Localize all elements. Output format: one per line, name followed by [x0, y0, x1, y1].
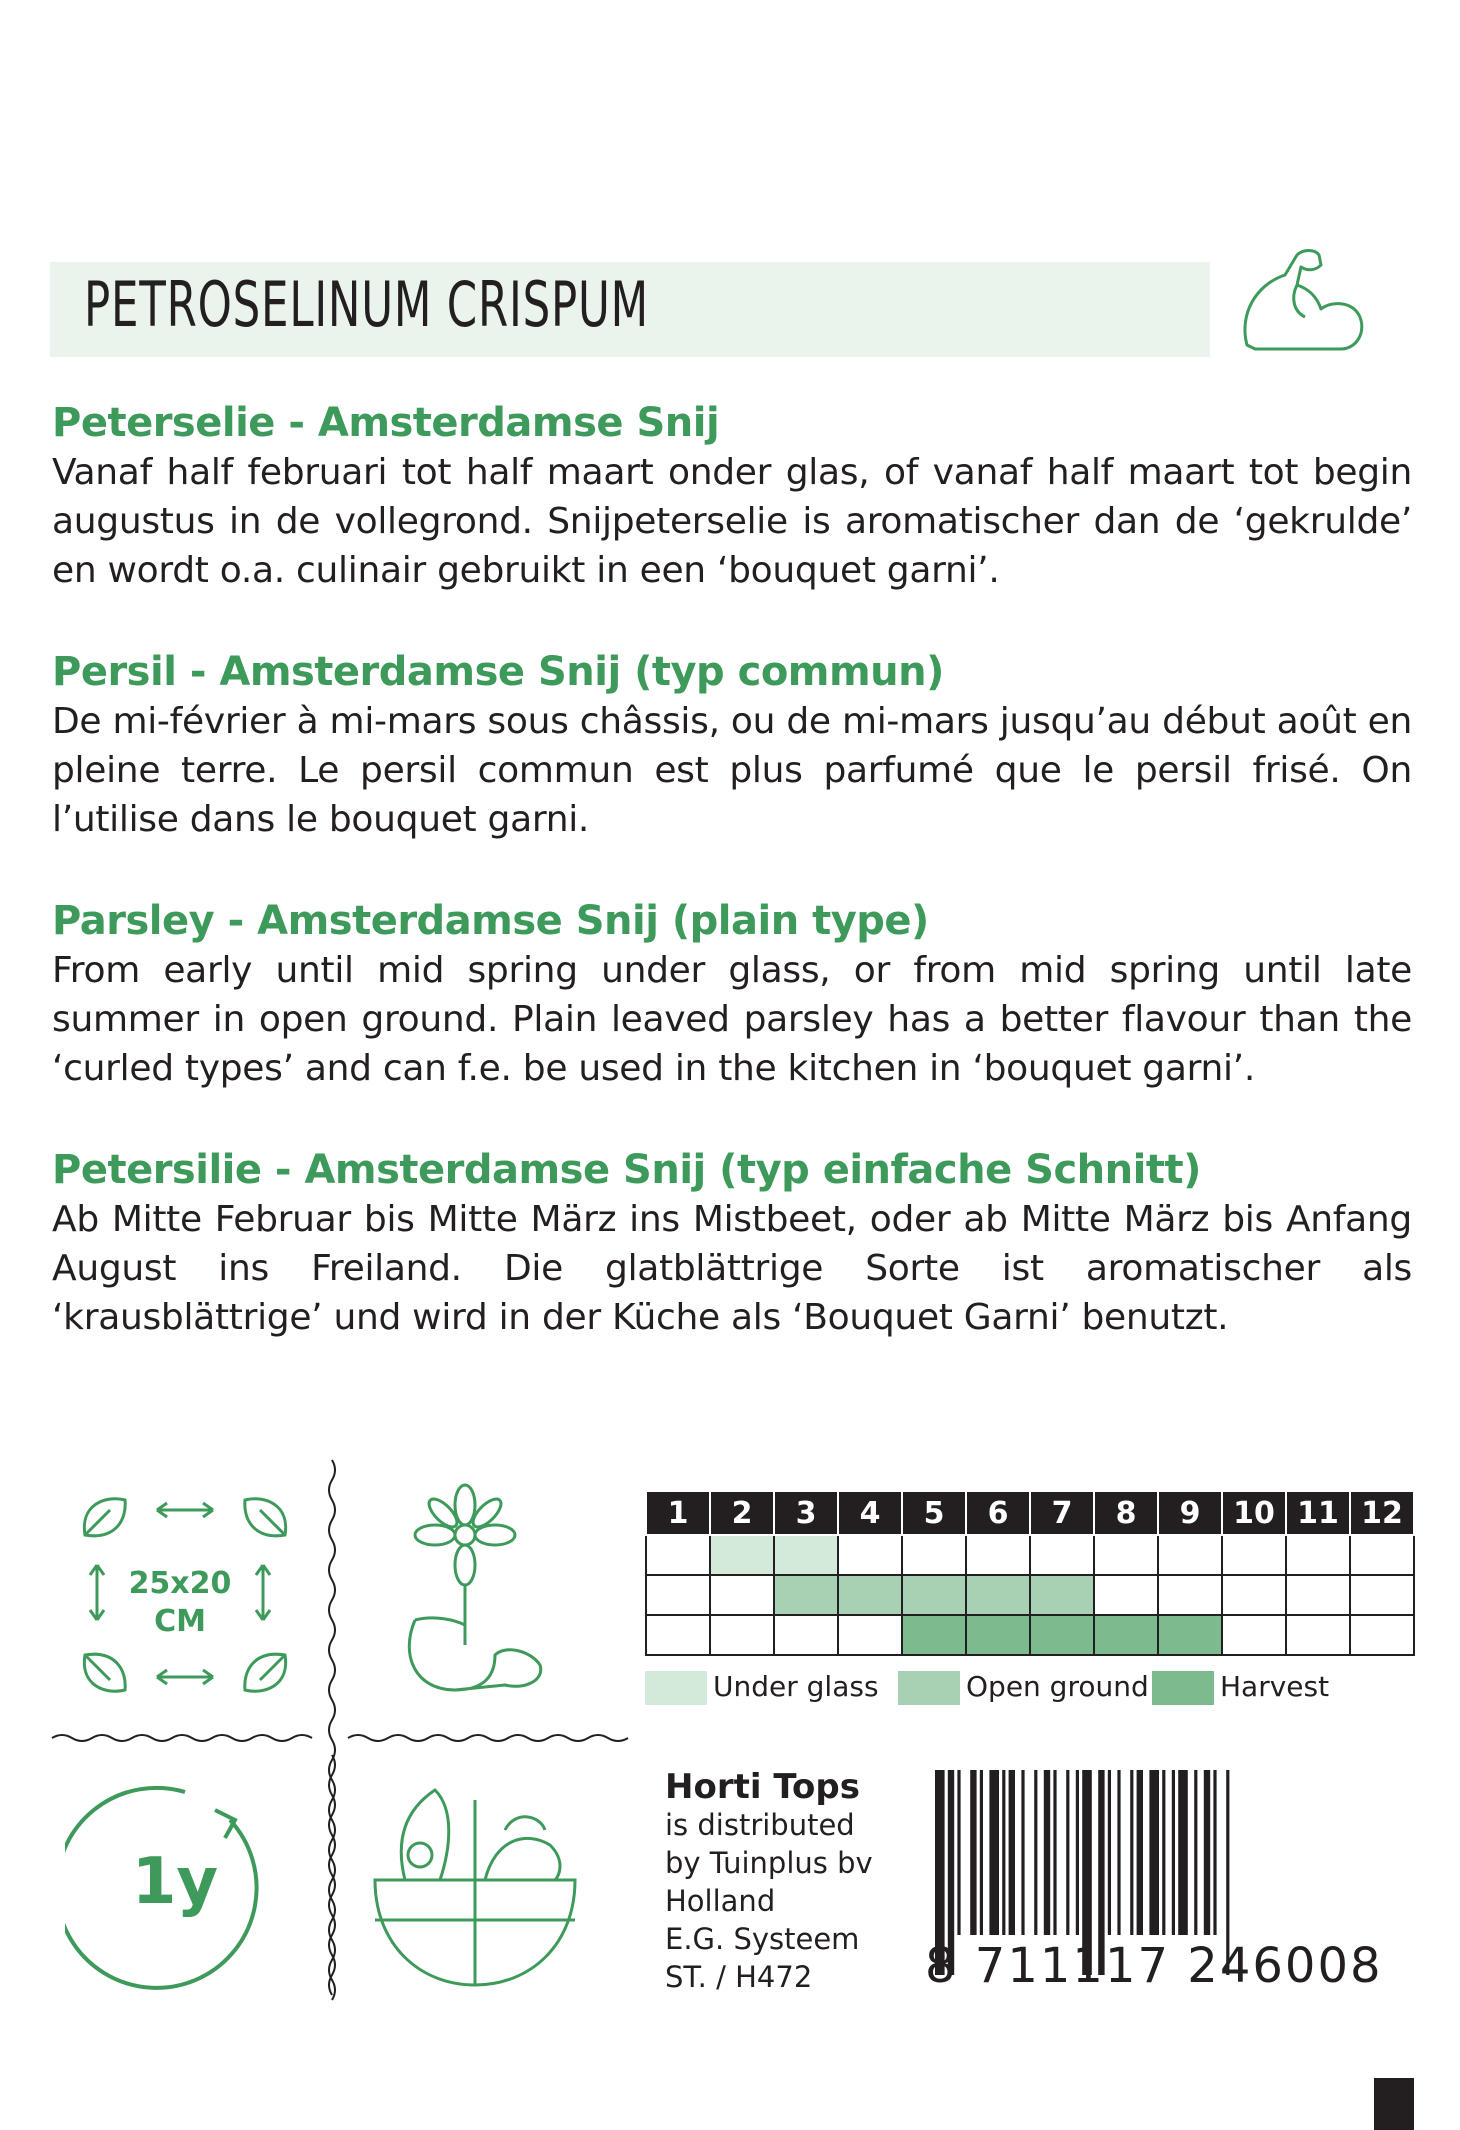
calendar-cell [1158, 1575, 1222, 1615]
month-header: 7 [1030, 1491, 1094, 1535]
calendar-cell [1222, 1575, 1286, 1615]
barcode-bar [1149, 1770, 1159, 1935]
distributor-line: is distributed [665, 1808, 855, 1842]
legend-label: Under glass [713, 1670, 879, 1703]
barcode-bar [1009, 1770, 1015, 1935]
month-header: 12 [1350, 1491, 1414, 1535]
lifecycle-label: 1y [131, 1845, 219, 1919]
month-header: 10 [1222, 1491, 1286, 1535]
barcode-bar [1053, 1770, 1056, 1935]
distributor-line: ST. / H472 [665, 1960, 813, 1994]
section-text: From early until mid spring under glass, or from mid spring until late summer in open ground. Plain leaved parsley has a better flavour than the ‘curled types’ and can f.e. be used in the kitchen in ‘bouquet garni’. [52, 950, 1412, 1089]
spacing-unit: CM [154, 1604, 206, 1639]
calendar-cell [710, 1575, 774, 1615]
section-title: Persil - Amsterdamse Snij (typ commun) [52, 649, 944, 695]
barcode-bar [1130, 1770, 1133, 1935]
section-title: Petersilie - Amsterdamse Snij (typ einfache Schnitt) [52, 1147, 1201, 1193]
month-header: 11 [1286, 1491, 1350, 1535]
barcode-digits: 8 711117 246008 [925, 1938, 1383, 1994]
plant-flower-icon [395, 1475, 555, 1705]
calendar-cell [774, 1615, 838, 1655]
calendar-cell [646, 1575, 710, 1615]
calendar-cell [1030, 1535, 1094, 1575]
calendar-cell [1350, 1615, 1414, 1655]
month-header: 8 [1094, 1491, 1158, 1535]
calendar-cell [1094, 1615, 1158, 1655]
section-text: De mi-février à mi-mars sous châssis, ou de mi-mars jusqu’au début août en pleine terre. Le persil commun est plus parfumé que le persil frisé. On l’utilise dans le bouquet garni. [52, 701, 1412, 840]
vegetable-bowl-icon [365, 1770, 585, 2000]
calendar-cell [838, 1575, 902, 1615]
distributor-line: Holland [665, 1884, 776, 1918]
calendar-cell [1158, 1615, 1222, 1655]
spacing-value: 25x20 [128, 1566, 232, 1601]
calendar-cell [1030, 1575, 1094, 1615]
calendar-cell [1222, 1535, 1286, 1575]
calendar-cell [774, 1535, 838, 1575]
barcode-bar [1044, 1770, 1050, 1935]
distributor-line: E.G. Systeem [665, 1922, 860, 1956]
calendar-cell [710, 1615, 774, 1655]
month-header: 6 [966, 1491, 1030, 1535]
barcode-bar [1076, 1770, 1079, 1935]
legend-open-ground [898, 1670, 1149, 1705]
barcode-bar [1162, 1770, 1165, 1935]
section-title: Peterselie - Amsterdamse Snij [52, 400, 720, 446]
calendar-cell [1286, 1535, 1350, 1575]
calendar-row-open-ground [646, 1575, 1414, 1615]
barcode-bar [1117, 1770, 1120, 1935]
sowing-calendar [645, 1490, 1415, 1656]
calendar-cell [838, 1615, 902, 1655]
calendar-row-under-glass [646, 1535, 1414, 1575]
calendar-cell [966, 1615, 1030, 1655]
barcode-bar [957, 1770, 960, 1935]
calendar-cell [1094, 1575, 1158, 1615]
calendar-cell [1222, 1615, 1286, 1655]
legend-swatch [645, 1671, 707, 1705]
spacing-label [125, 1565, 235, 1641]
barcode-bar [1172, 1770, 1175, 1935]
calendar-cell [774, 1575, 838, 1615]
calendar-row-harvest [646, 1615, 1414, 1655]
calendar-cell [710, 1535, 774, 1575]
calendar-cell [1286, 1615, 1350, 1655]
calendar-cell [838, 1535, 902, 1575]
barcode-bar [1194, 1770, 1197, 1935]
barcode-bar [1178, 1770, 1188, 1935]
barcode-bar [1213, 1770, 1216, 1935]
calendar-cell [1350, 1575, 1414, 1615]
barcode-bar [1021, 1770, 1024, 1935]
month-header: 2 [710, 1491, 774, 1535]
barcode-bar [989, 1770, 999, 1935]
month-header: 5 [902, 1491, 966, 1535]
legend-label: Harvest [1220, 1670, 1330, 1703]
legend-harvest [1152, 1670, 1329, 1705]
month-header: 3 [774, 1491, 838, 1535]
barcode-bar [980, 1770, 983, 1935]
legend-label: Open ground [966, 1670, 1149, 1703]
calendar-cell [1094, 1535, 1158, 1575]
calendar-month-row [646, 1491, 1414, 1535]
barcode-bar [1108, 1770, 1111, 1935]
calendar-cell [902, 1575, 966, 1615]
section-text: Ab Mitte Februar bis Mitte März ins Mistbeet, oder ab Mitte März bis Anfang August ins Freiland. Die glatblättrige Sorte ist aromatischer als ‘krausblättrige’ und wird in der Küche als ‘Bouquet Garni’ benutzt. [52, 1199, 1412, 1338]
brand-name: Horti Tops [665, 1767, 860, 1807]
calendar-cell [902, 1535, 966, 1575]
calendar-cell [1286, 1575, 1350, 1615]
latin-name: PETROSELINUM CRISPUM [84, 268, 649, 341]
calendar-cell [902, 1615, 966, 1655]
distributor-line: by Tuinplus bv [665, 1846, 873, 1880]
corner-mark [1374, 2078, 1414, 2130]
calendar-cell [1030, 1615, 1094, 1655]
month-header: 9 [1158, 1491, 1222, 1535]
barcode-bar [970, 1770, 976, 1935]
barcode-bar [1034, 1770, 1037, 1935]
distributor-info [665, 1768, 873, 1996]
legend-swatch [898, 1671, 960, 1705]
section-title: Parsley - Amsterdamse Snij (plain type) [52, 898, 929, 944]
barcode-bar [1066, 1770, 1069, 1935]
calendar-cell [646, 1615, 710, 1655]
section-text: Vanaf half februari tot half maart onder glas, of vanaf half maart tot begin augustus in de vollegrond. Snijpeterselie is aromatischer dan de ‘gekrulde’ en wordt o.a. culinair gebruikt in een ‘bouquet garni’. [52, 452, 1412, 591]
calendar-cell [646, 1535, 710, 1575]
calendar-cell [966, 1575, 1030, 1615]
barcode-bar [1137, 1770, 1143, 1935]
barcode-bar [1002, 1770, 1005, 1935]
calendar-cell [966, 1535, 1030, 1575]
legend-under-glass [645, 1670, 879, 1705]
legend-swatch [1152, 1671, 1214, 1705]
calendar-cell [1350, 1535, 1414, 1575]
month-header: 4 [838, 1491, 902, 1535]
barcode-bar [1204, 1770, 1210, 1935]
calendar-cell [1158, 1535, 1222, 1575]
month-header: 1 [646, 1491, 710, 1535]
